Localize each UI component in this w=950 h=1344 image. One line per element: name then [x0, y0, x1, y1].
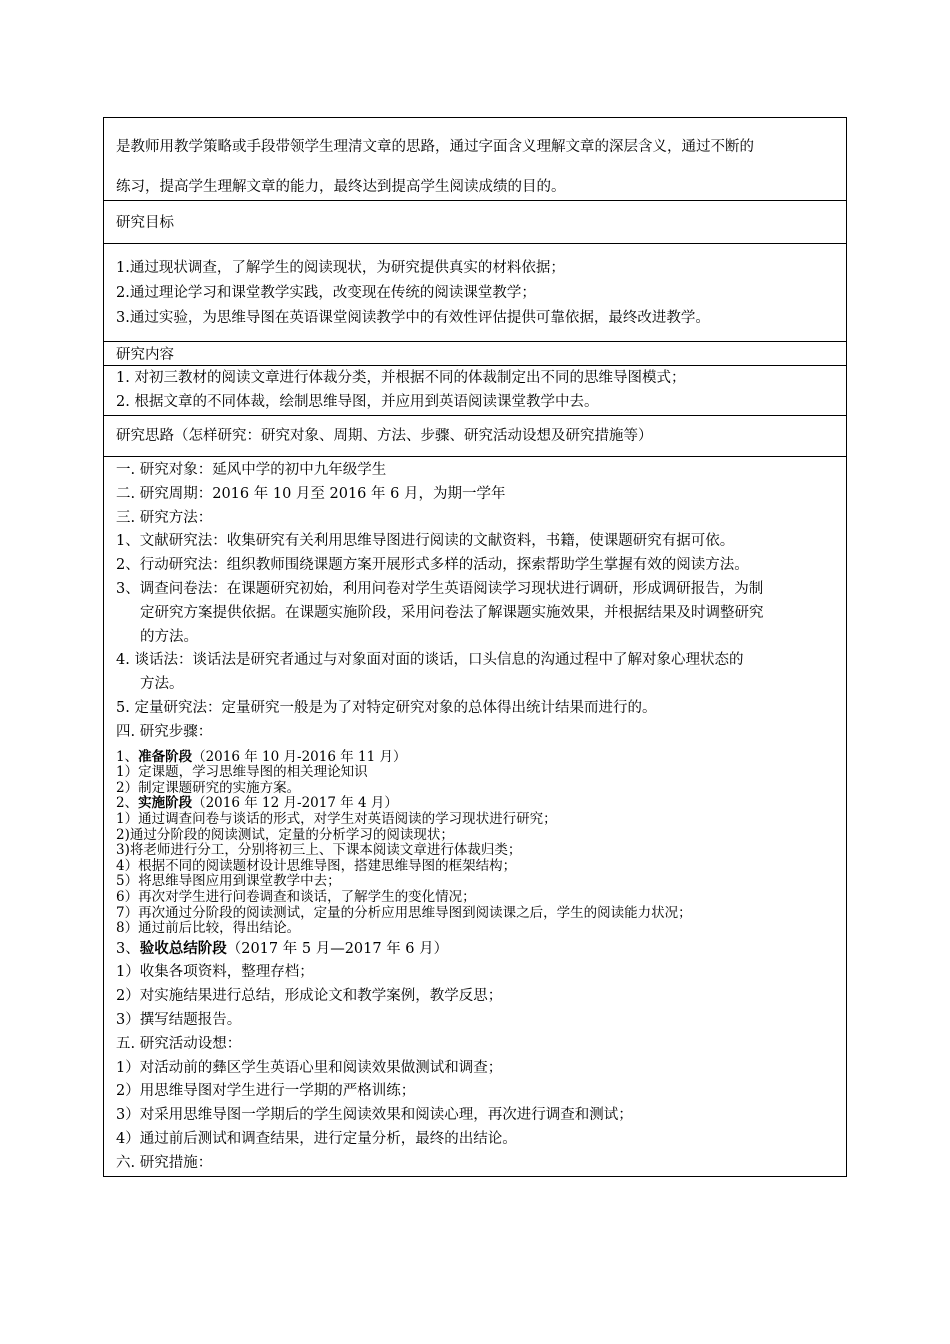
- section-heading: 研究内容: [116, 347, 174, 363]
- subsection-heading: 六. 研究措施：: [116, 1154, 213, 1171]
- phase-number: 2、: [116, 795, 139, 812]
- goal-item: 1.通过现状调查，了解学生的阅读现状，为研究提供真实的材料依据；: [116, 260, 565, 276]
- phase-item: 3）撰写结题报告。: [116, 1012, 242, 1029]
- phase-name: 验收总结阶段: [139, 939, 227, 957]
- phase-item: 1）定课题，学习思维导图的相关理论知识: [116, 764, 368, 781]
- method-item: 1、文献研究法：收集研究有关利用思维导图进行阅读的文献资料，书籍，使课题研究有据可依。: [116, 533, 735, 550]
- phase-heading: [116, 796, 834, 812]
- subsection-heading: 三. 研究方法：: [116, 509, 213, 526]
- phase-name: 实施阶段: [138, 795, 193, 812]
- section-heading: 研究思路（怎样研究：研究对象、周期、方法、步骤、研究活动设想及研究措施等）: [116, 428, 653, 444]
- phase-item: 8）通过前后比较，得出结论。: [116, 920, 301, 937]
- phase-name: 准备阶段: [138, 748, 193, 765]
- phase-number: 3、: [116, 940, 140, 957]
- phase-date: （2016 年 12 月-2017 年 4 月）: [192, 795, 398, 812]
- subsection-heading: 一. 研究对象：延风中学的初中九年级学生: [116, 462, 387, 478]
- content-item: 1. 对初三教材的阅读文章进行体裁分类，并根据不同的体裁制定出不同的思维导图模式；: [116, 370, 686, 386]
- goal-item: 3.通过实验，为思维导图在英语课堂阅读教学中的有效性评估提供可靠依据，最终改进教学。: [116, 310, 710, 326]
- activity-item: 4）通过前后测试和调查结果，进行定量分析，最终的出结论。: [116, 1131, 517, 1148]
- research-approach-header: [104, 415, 846, 456]
- activity-item: 2）用思维导图对学生进行一学期的严格训练；: [116, 1083, 416, 1100]
- research-content-cell: [104, 365, 846, 415]
- phase-date: （2016 年 10 月-2016 年 11 月）: [192, 748, 407, 765]
- phase-date: （2017 年 5 月—2017 年 6 月）: [226, 940, 449, 957]
- background-text-cell: [104, 118, 846, 200]
- goal-item: 2.通过理论学习和课堂教学实践，改变现在传统的阅读课堂教学；: [116, 285, 536, 301]
- activity-item: 3）对采用思维导图一学期后的学生阅读效果和阅读心理，再次进行调查和测试；: [116, 1107, 633, 1124]
- research-goal-cell: [104, 243, 846, 341]
- research-content-header: [104, 341, 846, 365]
- subsection-heading: 四. 研究步骤：: [116, 723, 213, 740]
- phase-item: 1）通过调查问卷与谈话的形式，对学生对英语阅读的学习现状进行研究；: [116, 810, 557, 827]
- paragraph-line: 练习，提高学生理解文章的能力，最终达到提高学生阅读成绩的目的。: [116, 179, 566, 195]
- paragraph-line: 是教师用教学策略或手段带领学生理清文章的思路，通过字面含义理解文章的深层含义，通过不断的: [116, 139, 754, 155]
- subsection-heading: 五. 研究活动设想：: [116, 1035, 242, 1052]
- phase-item: 2）制定课题研究的实施方案。: [116, 779, 301, 796]
- method-item: 3、调查问卷法：在课题研究初始，利用问卷对学生英语阅读学习现状进行调研，形成调研报告，为制: [116, 580, 764, 597]
- phase-item: 4）根据不同的阅读题材设计思维导图，搭建思维导图的框架结构；: [116, 857, 517, 874]
- activity-item: 1）对活动前的彝区学生英语心里和阅读效果做测试和调查；: [116, 1059, 503, 1076]
- content-item: 2. 根据文章的不同体裁，绘制思维导图，并应用到英语阅读课堂教学中去。: [116, 393, 599, 410]
- phase-item: 1）收集各项资料，整理存档；: [116, 964, 314, 981]
- section-heading: 研究目标: [116, 215, 174, 231]
- phase-item: 3)将老师进行分工，分别将初三上、下课本阅读文章进行体裁归类；: [116, 842, 522, 859]
- phase-heading: [116, 937, 834, 962]
- phase-item: 2）对实施结果进行总结，形成论文和教学案例，教学反思；: [116, 988, 503, 1005]
- phase-heading: [116, 750, 834, 766]
- phase-block: [116, 750, 834, 937]
- phase-item: 5）将思维导图应用到课堂教学中去；: [116, 873, 341, 890]
- phase-number: 1、: [116, 748, 139, 765]
- method-item: 4. 谈话法：谈话法是研究者通过与对象面对面的谈话，口头信息的沟通过程中了解对象心理状态的: [116, 652, 744, 669]
- research-plan-table: [103, 117, 847, 1177]
- method-item-continued: 定研究方案提供依据。在课题实施阶段，采用问卷法了解课题实施效果，并根据结果及时调整研究: [140, 604, 764, 621]
- method-item-continued: 方法。: [140, 676, 184, 693]
- phase-item: 2)通过分阶段的阅读测试，定量的分析学习的阅读现状；: [116, 826, 454, 843]
- phase-item: 7）再次通过分阶段的阅读测试，定量的分析应用思维导图到阅读课之后，学生的阅读能力状况；: [116, 904, 692, 921]
- subsection-heading: 二. 研究周期：2016 年 10 月至 2016 年 6 月，为期一学年: [116, 485, 506, 502]
- method-item-continued: 的方法。: [140, 628, 198, 645]
- method-item: 2、行动研究法：组织教师围绕课题方案开展形式多样的活动，探索帮助学生掌握有效的阅读方法。: [116, 557, 749, 574]
- phase-item: 6）再次对学生进行问卷调查和谈话，了解学生的变化情况；: [116, 888, 476, 905]
- research-approach-cell: [104, 456, 846, 1176]
- method-item: 5. 定量研究法：定量研究一般是为了对特定研究对象的总体得出统计结果而进行的。: [116, 699, 657, 716]
